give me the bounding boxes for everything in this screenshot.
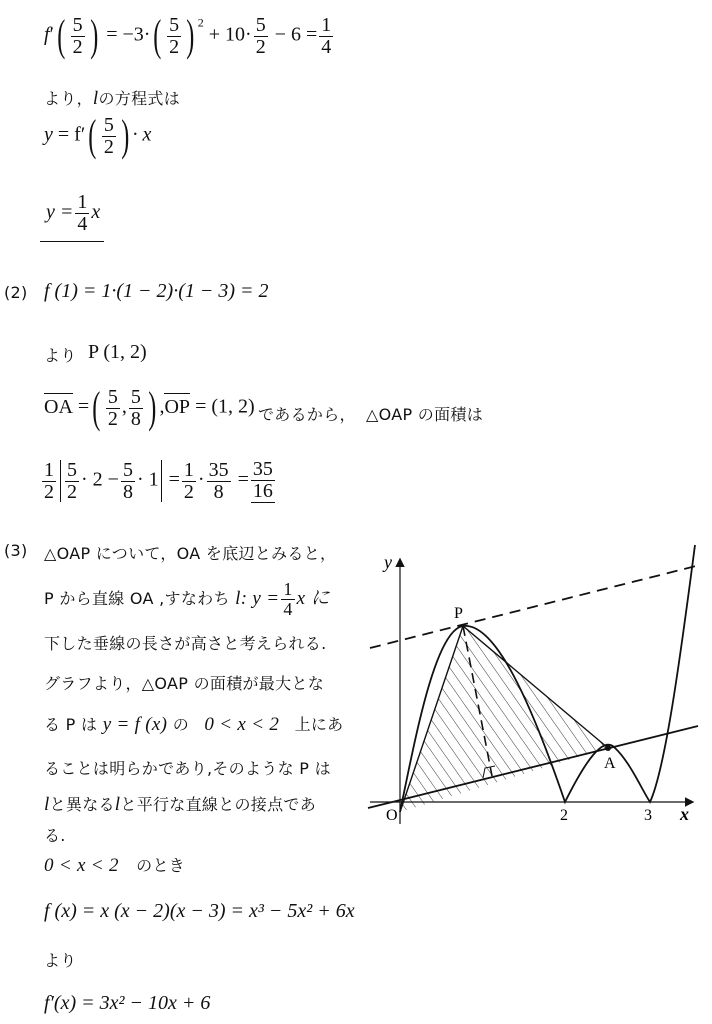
answer-underline	[40, 241, 104, 242]
text-line: であるから，	[258, 405, 356, 424]
f-expansion: f (x) = x (x − 2)(x − 3) = x³ − 5x² + 6x	[44, 900, 355, 922]
text-line: 0 < x < 2 のとき	[44, 855, 186, 876]
vectors-line: OA =( $\frac{5}{2}$ , $\frac{5}{8}$ ) ,OP = (1, 2)	[44, 383, 255, 432]
text-line: △OAP の面積は	[366, 405, 483, 424]
point-p-label: P	[454, 605, 463, 622]
origin-label: O	[386, 807, 398, 824]
tangent-formula-line: y = f′( $\frac{5}{2}$ ) · x	[44, 111, 152, 160]
f1-computation: f (1) = 1·(1 − 2)·(1 − 3) = 2	[44, 280, 269, 302]
text-line: P から直線 OA ,すなわち l: y = $\frac{1}{4}$ x に	[44, 579, 330, 619]
area-computation: $\frac{1}{2}$ $\frac{5}{2}$ · 2 − $\frac{5}{8}$ · 1 = $\frac{1}{2}$ · $\frac{35}{8}$ = $\frac{35}{16}$	[44, 458, 273, 503]
tick-2-label: 2	[560, 807, 568, 824]
text-line: より，lの方程式は	[44, 88, 181, 109]
part-3-label: (3)	[4, 541, 28, 560]
text-line: 下した垂線の長さが高さと考えられる.	[44, 634, 327, 653]
point-a-label: A	[604, 755, 616, 772]
x-axis-label: x	[680, 804, 689, 824]
text-line: より	[44, 346, 77, 365]
point-a	[605, 745, 611, 751]
function-graph	[360, 540, 710, 830]
text-line: △OAP について，OA を底辺とみると，	[44, 544, 337, 563]
text-line: lと異なるlと平行な直線との接点であ	[44, 794, 316, 815]
text-line: る.	[44, 826, 66, 845]
f-prime-formula: f′(x) = 3x² − 10x + 6	[44, 992, 211, 1014]
y-axis-label: y	[384, 552, 392, 572]
fraction: $\frac{5}{2}$	[72, 13, 83, 58]
text-line: グラフより，△OAP の面積が最大とな	[44, 674, 324, 693]
text-line: ることは明らかであり,そのような P は	[44, 759, 331, 778]
parallel-tangent-line	[370, 565, 700, 648]
part-2-label: (2)	[4, 283, 28, 302]
text-line: る P は y = f (x) の 0 < x < 2 上にあ	[44, 714, 344, 735]
point-p-coordinates: P (1, 2)	[88, 341, 147, 363]
text-line: より	[44, 951, 77, 970]
derivative-value-line: f′( $\frac{5}{2}$ ) = −3·( $\frac{5}{2}$ ) $^2$ + 10· $\frac{5}{2}$ − 6 = $\frac{1}{4}$	[44, 11, 332, 60]
tangent-answer: y = $\frac{1}{4}$ x	[46, 191, 101, 235]
tick-3-label: 3	[644, 807, 652, 824]
